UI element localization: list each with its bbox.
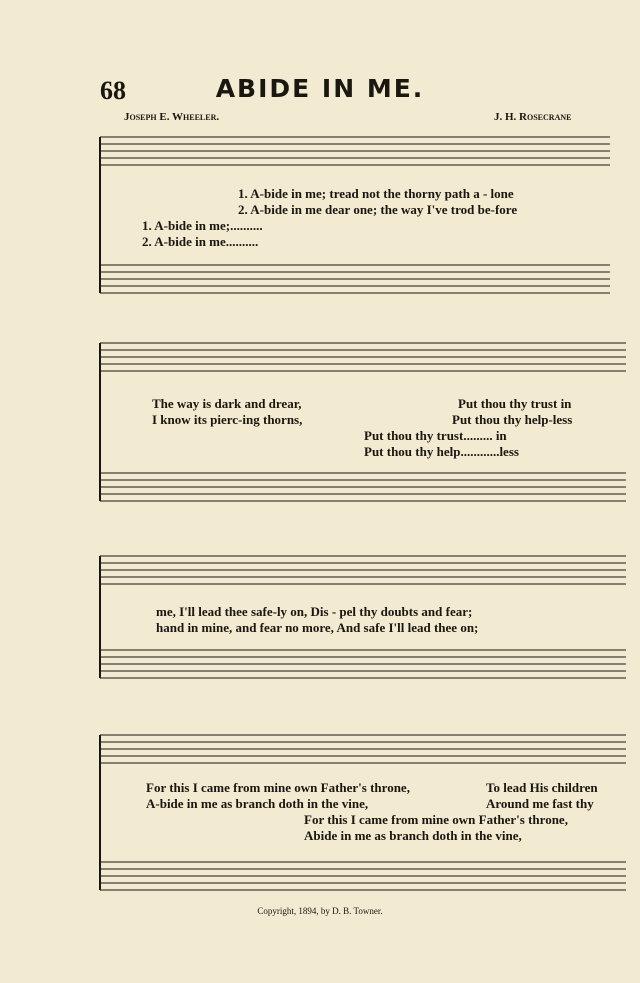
lyric-line: For this I came from mine own Father's throne, xyxy=(146,780,410,795)
lyric-line: I know its pierc-ing thorns, xyxy=(152,412,303,427)
lyric-line: 2. A-bide in me.......... xyxy=(142,234,259,249)
lyric-line: A-bide in me as branch doth in the vine, xyxy=(146,796,369,811)
lyric-line: me, I'll lead thee safe-ly on, Dis - pel thy doubts and fear; xyxy=(156,604,473,619)
copyright-notice: Copyright, 1894, by D. B. Towner. xyxy=(257,906,383,916)
lyric-line: 1. A-bide in me;.......... xyxy=(142,218,263,233)
lyric-line: Abide in me as branch doth in the vine, xyxy=(304,828,522,843)
lyric-line: To lead His children xyxy=(486,780,598,795)
lyric-line: hand in mine, and fear no more, And safe I'll lead thee on; xyxy=(156,620,479,635)
lyric-line: Put thou thy trust......... in xyxy=(364,428,507,443)
lyric-line: Put thou thy help............less xyxy=(364,444,519,459)
staff-system-3-treble xyxy=(100,556,626,584)
staff-system-1-treble xyxy=(100,137,610,165)
lyric-line: 1. A-bide in me; tread not the thorny path a - lone xyxy=(238,186,514,201)
lyric-line: 2. A-bide in me dear one; the way I've trod be-fore xyxy=(238,202,518,217)
lyricist-credit: Joseph E. Wheeler. xyxy=(124,111,220,123)
lyric-line: Around me fast thy xyxy=(486,796,594,811)
staff-system-3-bass xyxy=(100,650,626,678)
lyric-line: Put thou thy help-less xyxy=(452,412,573,427)
staff-system-1-bass xyxy=(100,265,610,293)
page-number: 68 xyxy=(100,76,126,105)
composer-credit: J. H. Rosecrane xyxy=(494,111,572,123)
hymn-title: ABIDE IN ME. xyxy=(215,74,425,103)
staff-system-2-treble xyxy=(100,343,626,371)
staff-system-4-bass xyxy=(100,862,626,890)
lyric-line: Put thou thy trust in xyxy=(458,396,572,411)
staff-system-4-treble xyxy=(100,735,626,763)
lyric-line: For this I came from mine own Father's throne, xyxy=(304,812,568,827)
lyric-line: The way is dark and drear, xyxy=(152,396,302,411)
staff-system-2-bass xyxy=(100,473,626,501)
